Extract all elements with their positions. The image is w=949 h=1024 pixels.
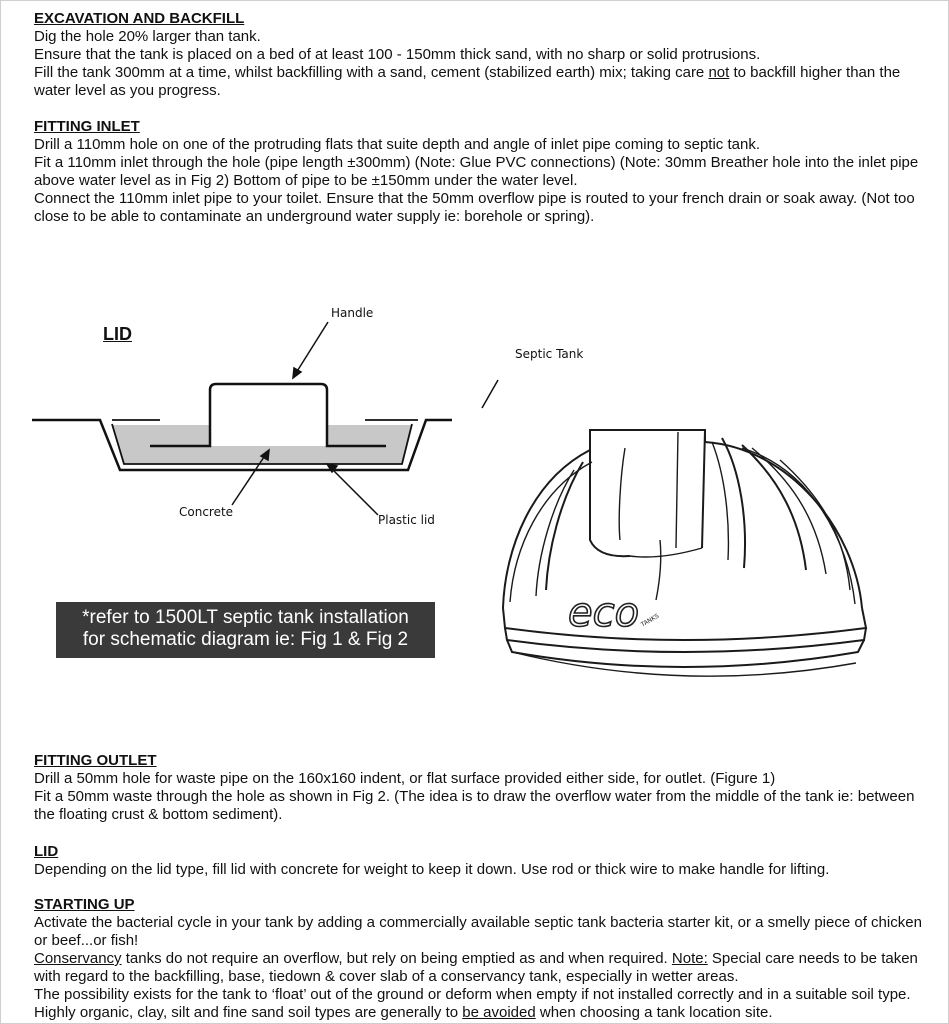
lid-section: [34, 843, 924, 879]
startup-line-2-a: tanks do not require an overflow, but rely on being emptied as and when required.: [121, 950, 672, 967]
startup-heading: STARTING UP: [34, 896, 135, 913]
conservancy-term: Conservancy: [34, 950, 122, 967]
inlet-heading: FITTING INLET: [34, 118, 140, 135]
startup-line-3-b: when choosing a tank location site.: [535, 1004, 773, 1021]
excavation-line-1: Dig the hole 20% larger than tank.: [34, 28, 261, 45]
eco-logo: eco: [568, 590, 640, 636]
concrete-label: Concrete: [179, 505, 234, 519]
inlet-line-1: Drill a 110mm hole on one of the protruding flats that suite depth and angle of inlet pipe coming to septic tank.: [34, 136, 760, 153]
lid-arrows: [232, 322, 498, 515]
lid-heading: LID: [34, 843, 59, 860]
septic-tank-sketch: [503, 430, 866, 676]
startup-section: [34, 896, 924, 1022]
note-line-1: *refer to 1500LT septic tank installation: [82, 607, 409, 628]
eco-logo-sub: TANKS: [639, 612, 661, 629]
schematic-note-box: [56, 602, 435, 658]
startup-line-1: Activate the bacterial cycle in your tank by adding a commercially available septic tank bacteria starter kit, or a smelly piece of chicken or beef...or fish!: [34, 914, 922, 949]
be-avoided-term: be avoided: [462, 1004, 536, 1021]
lid-diagram-title: LID: [103, 324, 132, 344]
septic-tank-label: Septic Tank: [515, 347, 584, 361]
excavation-line-2: Ensure that the tank is placed on a bed of at least 100 - 150mm thick sand, with no sharp or solid protrusions.: [34, 46, 761, 63]
plastic-lid-label: Plastic lid: [378, 513, 435, 527]
lid-cross-section: [32, 384, 452, 470]
startup-line-2-b: Special care needs to be taken with regard to the backfilling, base, tiedown & cover slab of a conservancy tank, especially in wetter areas.: [34, 950, 918, 985]
excavation-line-3-post: to backfill higher than the water level as you progress.: [34, 64, 901, 99]
outlet-section: [34, 752, 924, 824]
outlet-heading: FITTING OUTLET: [34, 752, 157, 769]
startup-line-3: [34, 986, 924, 1022]
startup-line-2: [34, 950, 924, 986]
inlet-line-2: Fit a 110mm inlet through the hole (pipe length ±300mm) (Note: Glue PVC connections) (Note: 30mm Breather hole into the inlet pipe above water level as in Fig 2) Bottom of pipe to be ±150mm under the water level.: [34, 154, 919, 189]
inlet-line-3: Connect the 110mm inlet pipe to your toilet. Ensure that the 50mm overflow pipe is routed to your french drain or soak away. (Not too close to be able to contaminate an underground water supply ie: borehole or spring).: [34, 190, 915, 225]
note-line-2: for schematic diagram ie: Fig 1 & Fig 2: [82, 629, 409, 650]
handle-label: Handle: [331, 306, 374, 320]
outlet-line-1: Drill a 50mm hole for waste pipe on the 160x160 indent, or flat surface provided either side, for outlet. (Figure 1): [34, 770, 776, 787]
startup-line-3-a: The possibility exists for the tank to ‘float’ out of the ground or deform when empty if not installed correctly and in a suitable soil type. Highly organic, clay, silt and fine sand soil types are generally to: [34, 986, 911, 1021]
lid-line-1: Depending on the lid type, fill lid with concrete for weight to keep it down. Use rod or thick wire to make handle for lifting.: [34, 861, 830, 878]
excavation-heading: EXCAVATION AND BACKFILL: [34, 10, 245, 27]
outlet-line-2: Fit a 50mm waste through the hole as shown in Fig 2. (The idea is to draw the overflow water from the middle of the tank ie: between the floating crust & bottom sediment).: [34, 788, 915, 823]
concrete-fill: [112, 425, 412, 464]
excavation-line-3-pre: Fill the tank 300mm at a time, whilst backfilling with a sand, cement (stabilized earth) mix; taking care: [34, 64, 709, 81]
note-term: Note:: [671, 950, 708, 967]
excavation-line-3-underlined: not: [708, 64, 730, 81]
